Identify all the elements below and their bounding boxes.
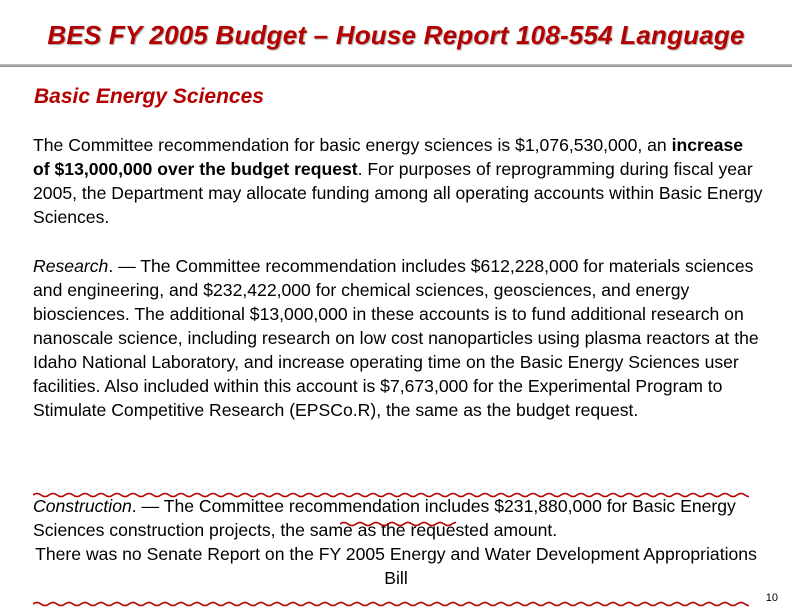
paragraph-recommendation-lead: The Committee recommendation for basic energy sciences is $1,076,530,000, an (33, 135, 672, 155)
construction-text: . — The Committee recommendation includes $231,880,000 for Basic Energy Sciences construction projects, the same as the requested amount. (33, 496, 736, 540)
research-text: . — The Committee recommendation includes $612,228,000 for materials sciences and engineering, and $232,422,000 for chemical sciences, geosciences, and energy biosciences. The additional $13,000,000 in these accounts is to fund additional research on nanoscale science, including research on low cost nanoparticles using plasma reactors at the Idaho National Laboratory, and increase operating time on the Basic Energy Sciences user facilities. Also included within this account is $7,673,000 for the Experimental Program to Stimulate Competitive Research (EPSCo.R), the same as the budget request. (33, 256, 759, 420)
squiggle-bottom (33, 597, 749, 611)
slide-subtitle: Basic Energy Sciences (34, 85, 264, 108)
construction-label: Construction (33, 496, 132, 516)
squiggle-bottom-path (33, 602, 749, 605)
squiggle-middle-path (340, 522, 456, 525)
paragraph-recommendation-tail: . For purposes of reprogramming during fiscal year 2005, the Department may allocate funding among all operating accounts within Basic Energy Sciences. (33, 159, 763, 227)
squiggle-bottom-svg (33, 597, 749, 611)
page-number: 10 (765, 592, 778, 604)
paragraph-research (33, 254, 763, 422)
senate-report-note: There was no Senate Report on the FY 2005 Energy and Water Development Appropriations Bill (35, 544, 757, 588)
squiggle-top (33, 488, 749, 502)
slide-title: BES FY 2005 Budget – House Report 108-554 Language (47, 20, 745, 50)
squiggle-middle-svg (340, 518, 456, 530)
squiggle-middle (340, 518, 456, 530)
paragraph-recommendation-bold: increase of $13,000,000 over the budget request (33, 135, 744, 179)
squiggle-top-svg (33, 488, 749, 502)
squiggle-top-path (33, 493, 749, 496)
research-label: Research (33, 256, 109, 276)
title-divider (0, 64, 792, 67)
paragraph-recommendation (33, 133, 763, 229)
